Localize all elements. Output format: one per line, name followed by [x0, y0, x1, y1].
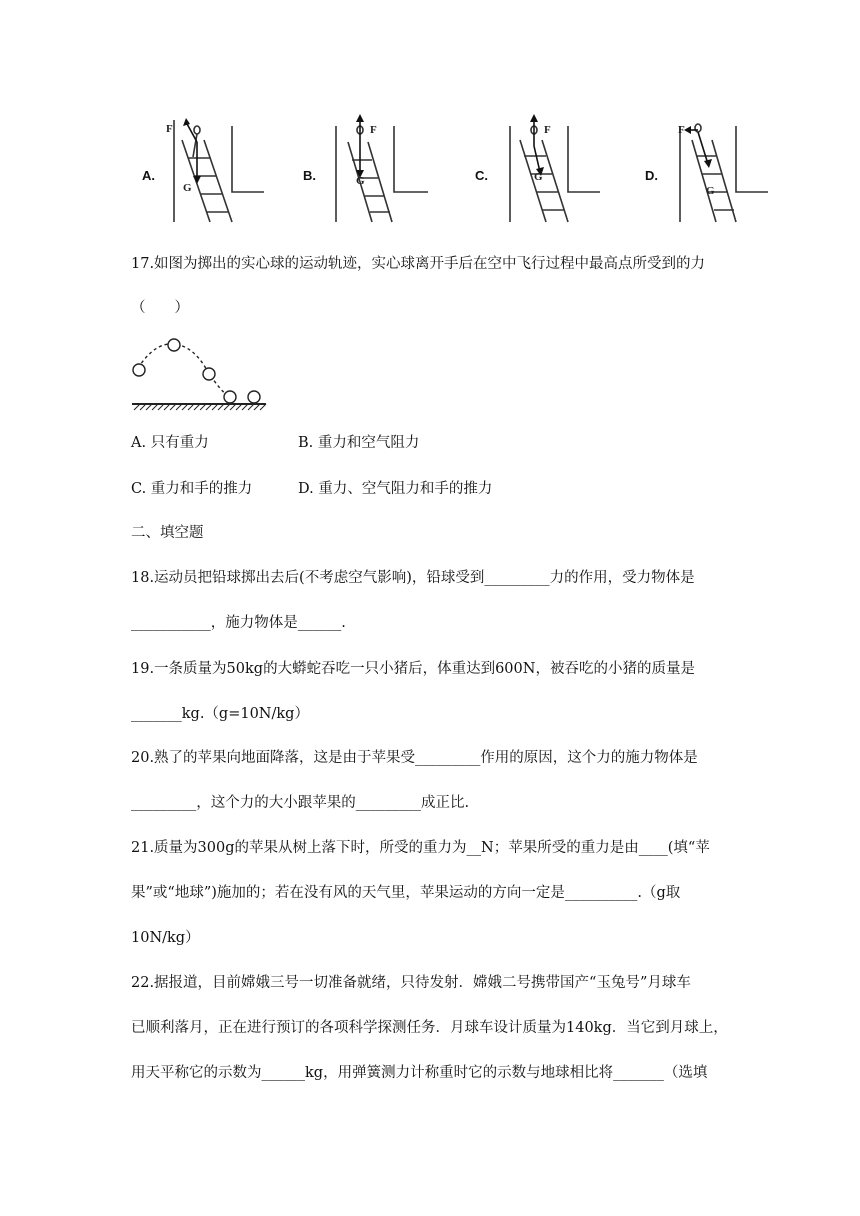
q22-line-1: 22.据报道，目前嫦娥三号一切准备就绪，只待发射．嫦娥二号携带国产“玉兔号”月球车 [131, 975, 691, 991]
ball-descending [203, 368, 215, 380]
q17-option-b: B. 重力和空气阻力 [298, 435, 420, 451]
q22-line-3: 用天平称它的示数为______kg，用弹簧测力计称重时它的示数与地球相比将_______（选填 [131, 1065, 708, 1081]
q21-line-1: 21.质量为300g的苹果从树上落下时，所受的重力为__N；苹果所受的重力是由____(填“苹 [131, 840, 710, 856]
q17-line-2: （ ） [131, 300, 189, 316]
q18-line-2: ___________，施力物体是______. [131, 615, 346, 631]
trajectory-figure [130, 332, 270, 412]
force-label: F [678, 124, 685, 136]
section-title: 二、填空题 [131, 525, 204, 541]
ball-landed-2 [248, 391, 260, 403]
figure-option-d [668, 112, 778, 227]
ball-highest-point [168, 339, 180, 351]
q17-option-a: A. 只有重力 [131, 435, 209, 451]
q20-line-2: _________，这个力的大小跟苹果的_________成正比. [131, 795, 470, 811]
gravity-label: G [706, 185, 715, 197]
option-d-label: D. [645, 168, 658, 183]
q21-line-2: 果”或“地球”)施加的；若在没有风的天气里，苹果运动的方向一定是__________.（g取 [131, 885, 681, 901]
force-label: F [370, 124, 377, 136]
gravity-label: G [356, 175, 365, 187]
gravity-label: G [183, 182, 192, 194]
force-label: F [166, 123, 173, 135]
figure-option-a [160, 112, 270, 227]
q17-option-d: D. 重力、空气阻力和手的推力 [298, 481, 493, 497]
q20-line-1: 20.熟了的苹果向地面降落，这是由于苹果受_________作用的原因，这个力的施力物体是 [131, 750, 698, 766]
q21-line-3: 10N/kg） [131, 930, 200, 946]
q17-option-c: C. 重力和手的推力 [131, 481, 253, 497]
option-c-label: C. [475, 168, 488, 183]
q18-line-1: 18.运动员把铅球掷出去后(不考虑空气影响)，铅球受到_________力的作用，受力物体是 [131, 570, 695, 586]
q17-line-1: 17.如图为掷出的实心球的运动轨迹，实心球离开手后在空中飞行过程中最高点所受到的力 [131, 256, 706, 272]
option-b-label: B. [303, 168, 316, 183]
q19-line-2: _______kg.（g=10N/kg） [131, 706, 309, 722]
figure-option-b [324, 112, 434, 227]
q22-line-2: 已顺利落月，正在进行预订的各项科学探测任务．月球车设计质量为140kg．当它到月球上， [131, 1020, 728, 1036]
figure-option-c [496, 112, 606, 227]
ball-landed-1 [224, 391, 236, 403]
gravity-label: G [534, 171, 543, 183]
force-label: F [544, 124, 551, 136]
ball-start [133, 364, 145, 376]
q19-line-1: 19.一条质量为50kg的大蟒蛇吞吃一只小猪后，体重达到600N，被吞吃的小猪的质量是 [131, 661, 695, 677]
option-a-label: A. [142, 168, 155, 183]
